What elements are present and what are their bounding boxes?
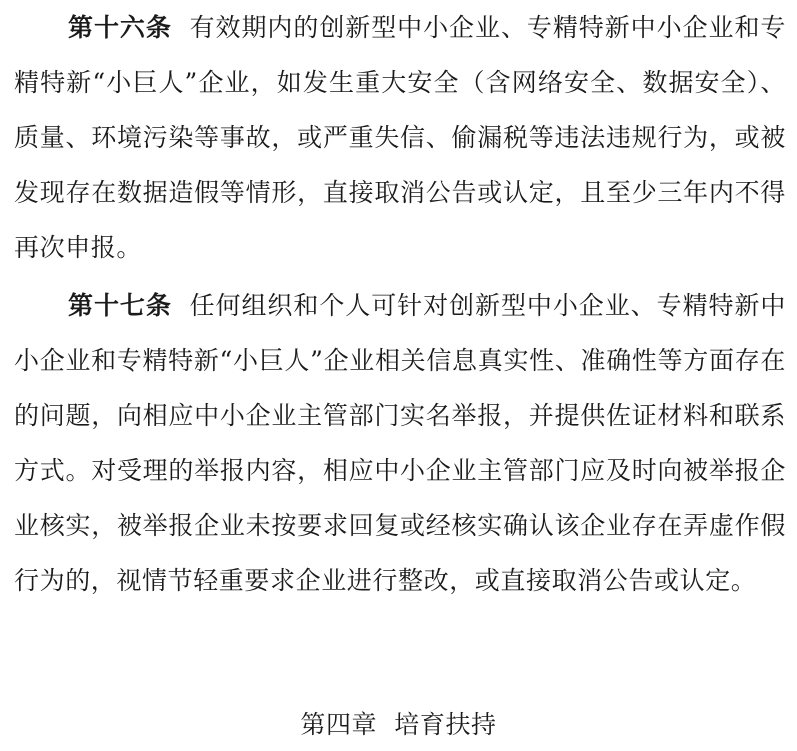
article-17-number: 第十七条 [68,291,172,320]
article-16 [14,0,786,275]
article-17-text: 任何组织和个人可针对创新型中小企业、专精特新中小企业和专精特新“小巨人”企业相关信息真实性、准确性等方面存在的问题，向相应中小企业主管部门实名举报，并提供佐证材料和联系方式。对受理的举报内容，相应中小企业主管部门应及时向被举报企业核实，被举报企业未按要求回复或经核实确认该企业存在弄虚作假行为的，视情节轻重要求企业进行整改，或直接取消公告或认定。 [14,291,787,595]
chapter-title: 第四章 培育扶持 [300,710,497,739]
article-16-number: 第十六条 [68,13,172,42]
article-16-text: 有效期内的创新型中小企业、专精特新中小企业和专精特新“小巨人”企业，如发生重大安全（含网络安全、数据安全）、质量、环境污染等事故，或严重失信、偷漏税等违法违规行为，或被发现存在数据造假等情形，直接取消公告或认定，且至少三年内不得再次申报。 [14,13,787,262]
article-17 [14,278,786,608]
